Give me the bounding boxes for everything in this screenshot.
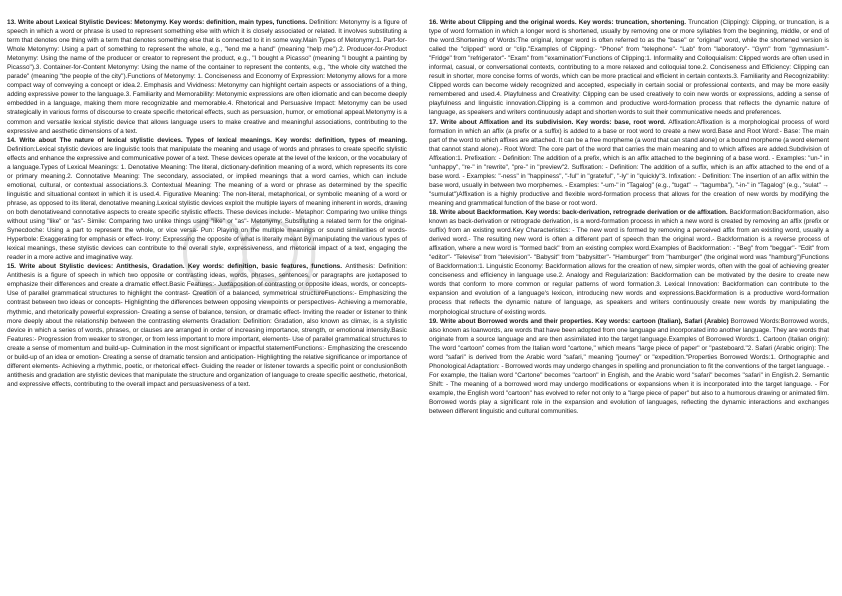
section-17 — [429, 118, 829, 208]
section-heading: Write about Affixation and its subdivision. Key words: base, root word. — [440, 118, 669, 126]
section-16 — [429, 18, 829, 118]
section-body: Definition:Lexical stylistic devices are linguistic tools that manipulate the meaning and usage of words and phrases to create specific stylistic effects and enhance the expressive and communicative power of a text. These devices operate at the level of the lexicon, or the vocabulary of a language.Types of Lexical Meanings: 1. Denotative Meaning: The literal, dictionary-definition meaning of a word, which represents its core or primary meaning.2. Connotative Meaning: The secondary, associated, or implied meanings that a word carries, which can include emotional, cultural, or contextual associations.3. Contextual Meaning: The meaning of a word or phrase as determined by the specific linguistic and situational context in which it is used.4. Figurative Meaning: The non-literal, metaphorical, or symbolic meaning of a word or phrase, as opposed to its literal, denotative meaning.Lexical stylistic devices exploit the multiple layers of meaning inherent in words, drawing on both denotativeand connotative aspects to create specific stylistic effects. These devices include:- Metaphor: Comparing two unlike things without using "like" or "as"- Simile: Comparing two unlike things using "like" or "as"- Metonymy: Substituting a related term for the original- Synecdoche: Using a part to represent the whole, or vice versa- Pun: Playing on the multiple meanings or sound similarities of words- Hyperbole: Exaggerating for emphasis or effect- Irony: Expressing the opposite of what is literally meant By manipulating the various types of lexical meanings, these stylistic devices can contribute to the overall style, expressiveness, and rhetorical impact of a text, engaging the reader in a more active and imaginative way. — [7, 145, 407, 262]
section-13 — [7, 18, 407, 136]
section-body: Affixation:Affixation is a morphological process of word formation in which an affix (a prefix or a suffix) is added to a base or root word to create a new word.Base and Root Word:- Base: The main part of the word to which affixes are attached. It can be a free morpheme (a word that can stand alone) or a bound morpheme (a word element that cannot stand alone).- Root Word: The core part of the word that carries the main meaning and to which affixes are added.Subdivision of Affixation:1. Prefixation: - Definition: The addition of a prefix, which is an affix attached to the beginning of a base word. - Examples: "un-" in "unhappy", "re-" in "rewrite", "pre-" in "preview"2. Suffixation: - Definition: The addition of a suffix, which is an affix attached to the end of a base word. - Examples: "-ness" in "happiness", "-ful" in "grateful", "-ly" in "quickly"3. Infixation: - Definition: The insertion of an affix within the base word, usually in between two morphemes. - Examples: "-um-" in "Tagalog" (e.g., "tugat" → "tagumba"), "-in-" in "Tagalog" (e.g., "sulat" → "sumulat")Affixation is a highly productive and flexible word-formation process that allows for the creation of new words by modifying the meaning and grammatical function of the base or root word. — [429, 118, 829, 207]
section-14 — [7, 136, 407, 263]
section-number: 13. — [7, 19, 18, 26]
section-heading: Write about Backformation. Key words: back-derivation, retrograde derivation or de affixation. — [439, 208, 730, 216]
section-15 — [7, 262, 407, 389]
section-number: 15. — [7, 263, 20, 271]
section-number: 17. — [429, 118, 441, 126]
section-body: Borrowed Words:Borrowed words, also known as loanwords, are words that have been adopted from one language and incorporated into another language. They are words that originate from a source language and are then assimilated into the target language.Examples of Borrowed Words:1. Cartoon (Italian origin): The word "cartoon" comes from the Italian word "cartone," which means "large piece of paper" or "pasteboard."2. Safari (Arabic origin): The word "safari" is derived from the Arabic word "safari," meaning "journey" or "expedition."Properties Borrowed Words:1. Orthographic and Phonological Adaptation: - Borrowed words may undergo changes in spelling and pronunciation to fit the conventions of the target language. - For example, the Italian word "Cartone" becomes "cartoon" in English, and the Arabic word "safari" becomes "safari" in English.2. Semantic Shift: - The meaning of a borrowed word may undergo modifications or expansions when it is incorporated into the target language. - For example, the English word "cartoon" has evolved to refer not only to a "large piece of paper" but also to a humorous drawing or animated film. Borrowed words play a significant role in the expansion and evolution of languages, reflecting the dynamic interactions and exchanges between different linguistic and cultural communities. — [429, 317, 829, 416]
left-column — [7, 18, 407, 548]
section-heading: Write about Borrowed words and their properties. Key words: cartoon (Italian), Safari (Arabic) — [439, 317, 731, 325]
section-body: Backformation:Backformation, also known as back-derivation or retrograde derivation, is a word-formation process in which a new word is created by removing an affix (prefix or suffix) from an existing word.Key Characteristics: - The new word is formed by removing a perceived affix from an existing word, usually a derived word.- The resulting new word is often a different part of speech than the original word.- Backformation is a reverse process of affixation, where a new word is "formed back" from an existing complex word.Examples of Backformation: - "Beg" from "beggar"- "Edit" from "editor"- "Televise" from "television"- "Babysit" from "babysitter"- "Hamburger" from "hamburger" (the original word was "hamburg")Functions of Backformation:1. Linguistic Economy: Backformation allows for the creation of new, simpler words, often with the goal of achieving greater conciseness and efficiency in language use.2. Analogy and Regularization: Backformation can be motivated by the desire to create new words that conform to more common or regular patterns of word formation.3. Lexical Innovation: Backformation can contribute to the expansion and evolution of a language's lexicon, introducing new words and expressions.Backformation is a productive word-formation process that reflects the dynamic nature of language, as speakers and writers continuously create new words by manipulating the morphological structure of existing words. — [429, 208, 829, 316]
section-18 — [429, 208, 829, 317]
section-body: Truncation (Clipping): Clipping, or truncation, is a type of word formation in which a longer word is shortened, usually by removing one or more syllables from the beginning, middle, or end of the word.Shortening of Words:The original, longer word is often referred to as the "base" or "original" word, while the shortened version is called the "clipped" word or "clip."Examples of Clipping:- "Phone" from "telephone"- "Lab" from "laboratory"- "Gym" from "gymnasium"- "Fridge" from "refrigerator"- "Exam" from "examination"Functions of Clipping:1. Informality and Colloquialism: Clipped words are often used in informal, casual, or conversational contexts, contributing to a more relaxed and colloquial tone.2. Conciseness and Efficiency: Clipping can result in shorter, more concise forms of words, which can be more practical and efficient in certain contexts.3. Familiarity and Recognizability: Clipped words can become widely recognized and accepted, especially in certain social or professional contexts, and may be more easily remembered and used.4. Playfulness and Creativity: Clipping can be used creatively to coin new words or expressions, adding a sense of playfulness and linguistic innovation.Clipping is a common and productive word-formation process that reflects the dynamic nature of language, as speakers and writers continuously adapt and shorten words to suit their communicative needs and preferences. — [429, 19, 829, 117]
section-number: 18. — [429, 208, 440, 216]
section-heading: Write about Clipping and the original words. Key words: truncation, shortening. — [440, 19, 689, 26]
section-number: 19. — [429, 317, 440, 325]
section-19 — [429, 317, 829, 417]
section-number: 16. — [429, 19, 440, 26]
section-body: Definition: Metonymy is a figure of speech in which a word or phrase is used to represent something else with which it is closely associated or related. It involves substituting a term that denotes one thing with a term that denotes something else that is connected to it in some way.Main Types of Metonymy:1. Part-for-Whole Metonymy: Using a part of something to represent the whole, e.g., "lend me a hand" (meaning "help me").2. Producer-for-Product Metonymy: Using the name of the producer or creator to represent the product, e.g., "I bought a Picasso" (meaning "I bought a painting by Picasso").3. Container-for-Content Metonymy: Using the name of the container to represent the contents, e.g., "the whole city watched the parade" (meaning "the people of the city").Functions of Metonymy: 1. Conciseness and Economy of Expression: Metonymy allows for a more compact way of conveying a concept or idea.2. Emphasis and Vividness: Metonymy can highlight certain aspects or associations of a thing, adding expressive power to the language.3. Familiarity and Memorability: Metonymic expressions are often idiomatic and can become deeply embedded in a language, making them more recognizable and memorable.4. Rhetorical and Persuasive Impact: Metonymy can be used strategically in various forms of discourse to create specific rhetorical effects, such as persuasion, humor, or emotional appeal.Metonymy is a common and versatile lexical stylistic device that allows language users to make creative and meaningful associations, contributing to the expressive and aesthetic dimensions of a text. — [7, 19, 407, 135]
section-heading: Write about Stylistic devices: Antithesis, Gradation. Key words: definition, basic features, functions. — [19, 263, 346, 271]
right-column — [429, 18, 829, 590]
section-number: 14. — [7, 136, 20, 144]
section-body: Antithesis: Definition: Antithesis is a figure of speech in which two opposite or contrasting ideas, words, phrases, sentences, or paragraphs are juxtaposed to emphasize their differences and create a dramatic effect.Basic Features:- Juxtaposition of contrasting or opposite ideas, words, or concepts- Use of parallel grammatical structures to highlight the contrast- Creation of a balanced, symmetrical structureFunctions:- Emphasizing the contrast between two ideas or concepts- Highlighting the differences between opposing viewpoints or perspectives- Achieving a memorable, rhythmic, and rhetorically powerful expression- Creating a sense of balance, tension, or dramatic effect- Inviting the reader or listener to think more deeply about the relationship between the contrasting elements Gradation: Definition: Gradation, also known as climax, is a stylistic device in which a series of words, phrases, or clauses are arranged in order of increasing importance, strength, or emotional intensity.Basic Features:- Progression from weaker to stronger, or from less important to more important, elements- Use of parallel grammatical structures to create a sense of momentum and build-up- Culmination in the most significant or impactful statementFunctions:- Emphasizing the crescendo or build-up of an idea or emotion- Creating a sense of dramatic tension and anticipation- Highlighting the relative significance or importance of different elements- Achieving a rhythmic, poetic, or rhetorical effect- Guiding the reader or listener towards a specific point or conclusionBoth antithesis and gradation are stylistic devices that manipulate the structure and organization of language to create specific aesthetic, rhetorical, and expressive effects, contributing to the overall impact and persuasiveness of a text. — [7, 263, 407, 388]
section-heading: Write about The nature of lexical stylistic devices. Types of lexical meanings. Key words: definition, types of meaning. — [19, 136, 407, 144]
section-heading: Write about Lexical Stylistic Devices: Metonymy. Key words: definition, main types, functions. — [17, 19, 310, 26]
